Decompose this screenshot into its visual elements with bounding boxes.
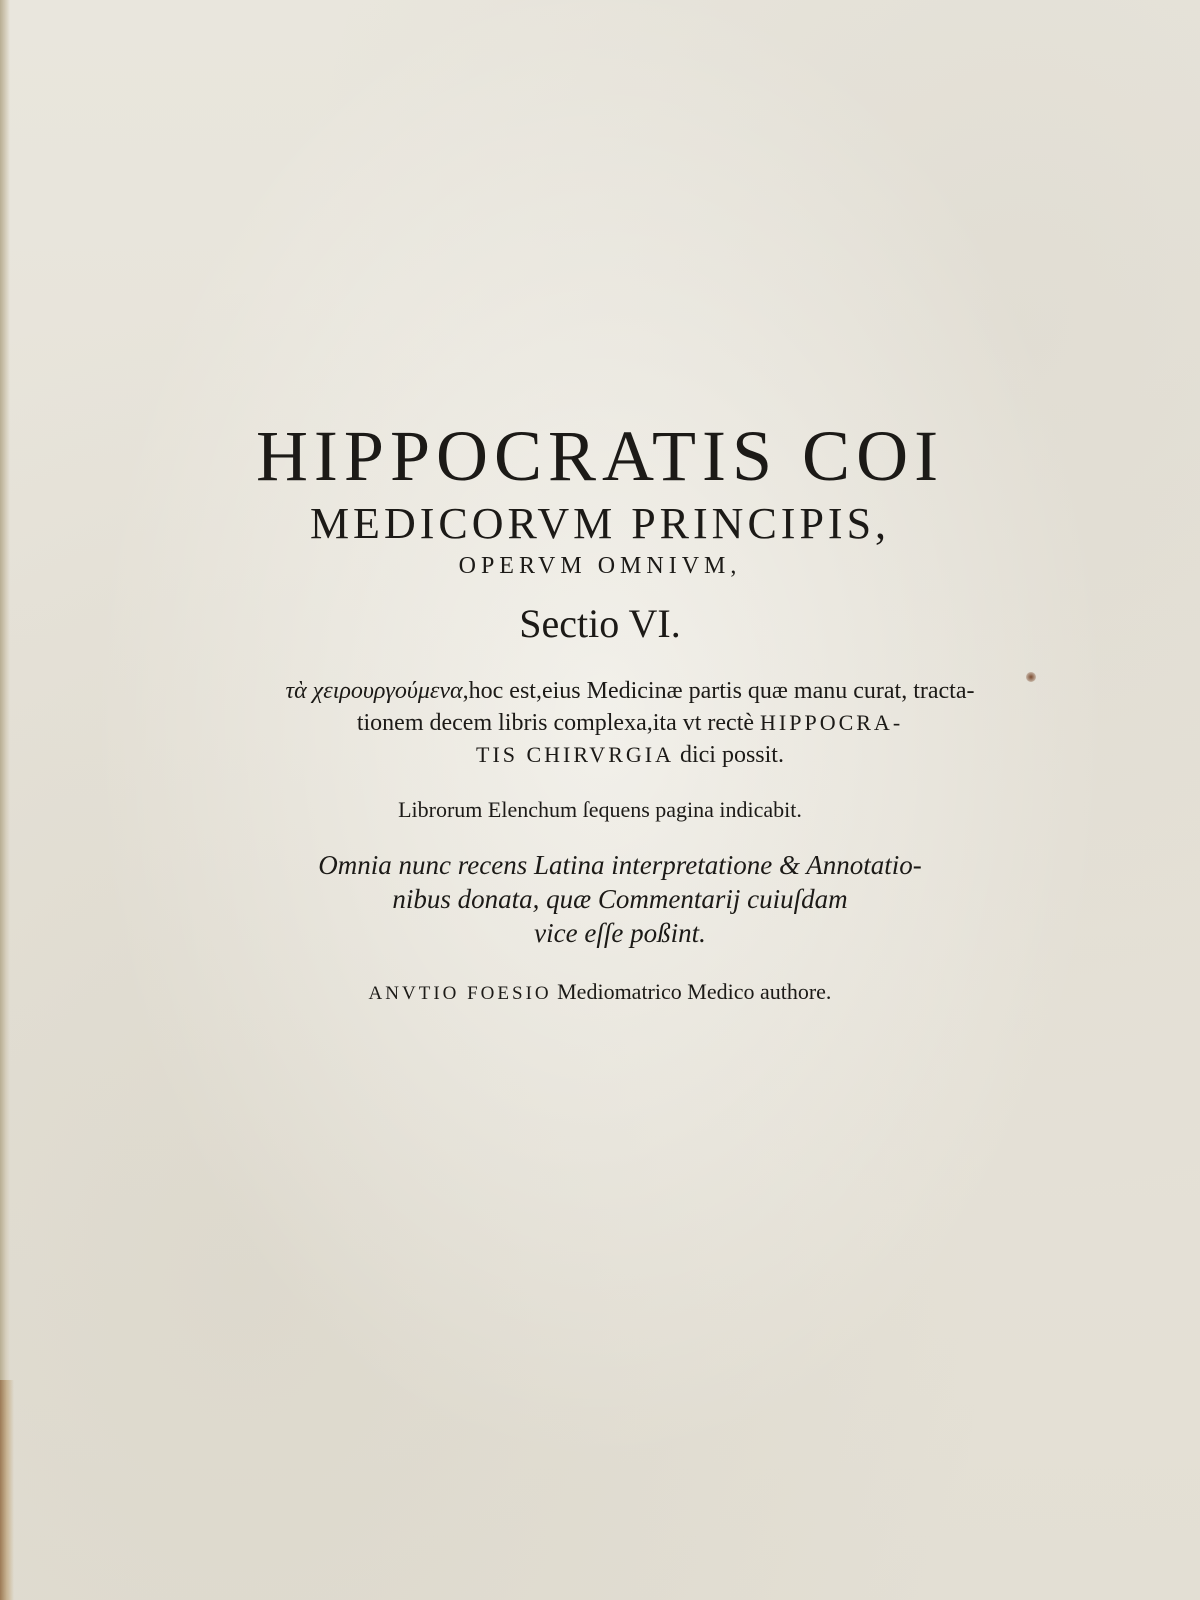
description-part-1: ,hoc est,eius Medicinæ partis quæ manu curat, tracta- (462, 678, 975, 704)
title-line-3: OPERVM OMNIVM, (458, 553, 742, 579)
section-heading: Sectio VI. (519, 601, 681, 646)
description-part-3: dici possit. (673, 742, 784, 768)
author-rest: Mediomatrico Medico authore. (551, 979, 832, 1004)
italic-line-2: nibus donata, quæ Commentarij cuiuſdam (392, 884, 848, 914)
author-name: ANVTIO FOESIO (368, 983, 552, 1004)
title-line-2: MEDICORVM PRINCIPIS, (309, 499, 891, 548)
greek-phrase: τὰ χειρουργούμενα (285, 678, 463, 704)
page-left-edge (0, 0, 10, 1600)
italic-line-3: vice eſſe poßint. (534, 918, 706, 948)
description-paragraph (235, 676, 1025, 771)
description-name-2: TIS CHIRVRGIA (476, 742, 674, 767)
title-line-1: HIPPOCRATIS COI (255, 416, 945, 496)
author-line (200, 978, 1000, 1008)
description-part-2: tionem decem libris complexa,ita vt rectè (356, 710, 761, 736)
italic-line-1: Omnia nunc recens Latina interpretatione & Annotatio- (318, 850, 922, 880)
foxing-spot (1026, 672, 1036, 682)
italic-note (260, 848, 980, 950)
description-name-1: HIPPOCRA- (760, 710, 904, 735)
page-stain-edge (0, 1380, 14, 1600)
index-note: Librorum Elenchum ſequens pagina indicabit. (398, 797, 802, 822)
